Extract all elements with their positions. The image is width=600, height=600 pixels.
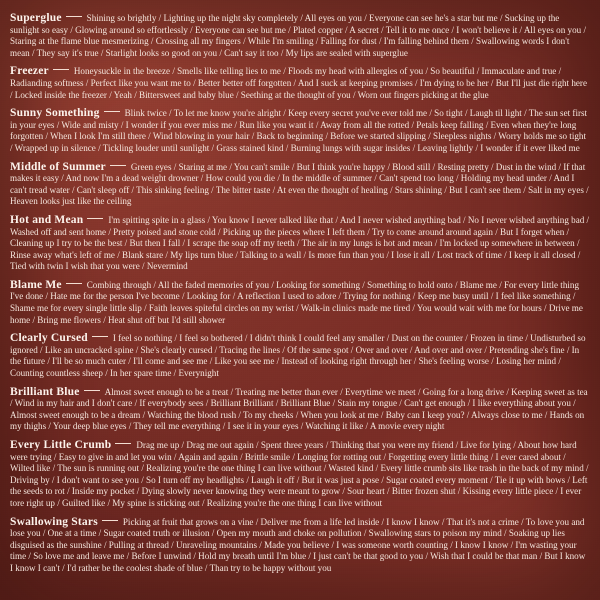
song-lyrics: Combing through / All the faded memories of you / Looking for something / Something to hold onto / Blame me / For every little thing I've done / Hate me for the person I've become / Looking for / A reflection I used to adore / Trying for nothing / Keep me busy until / I feel like something / Shame me for every single little slip / Faith leaves spiteful circles on my wrist / Walk-in clinics made me tired / You would wait with me for hours / Drive me home / Bring me flowers / Heat shut off but I'd still shower [10,279,583,325]
song-entry [10,215,590,273]
title-dash-icon [102,520,118,521]
title-dash-icon [53,69,69,70]
song-lyrics: Honeysuckle in the breeze / Smells like telling lies to me / Floods my head with allergies of you / So beautiful / Immaculate and true / Radianding softness / Perfect like you want me to / Better better off forgotten / And I suck at keeping promises / I'm dying to be her / But I'll just die right here / Locked inside the freezer / Yeah / Bittersweet and baby blue / Seething at the thought of you / Worn out fingers picking at the glue [10,66,587,100]
title-dash-icon [115,443,131,444]
song-entry [10,387,590,433]
song-title: Superglue [10,12,62,24]
song-lyrics: Picking at fruit that grows on a vine / Deliver me from a life led inside / I know I know / That it's not a crime / To love you and lose you / One at a time / Sugar coated truth or illusion / Open my mouth and choke on pollution / Swallowing stars to poison my mind / Soaking up lies disguised as the sunshine / Pulling at thread / Unraveling mountains / Made you believe / I was someone worth counting / I know I know / I'm wasting your time / So love me and leave me / Before I unwind / Hold my breath until I'm blue / I just can't be that good to you / Wish that I could be that man / But I know I know I can't / I'd rather be the coolest shade of blue / Than try to be happy without you [10,516,586,573]
song-entry [10,13,590,59]
song-entry [10,108,590,154]
song-entry [10,440,590,510]
title-dash-icon [87,218,103,219]
song-title: Hot and Mean [10,213,84,226]
title-dash-icon [84,390,100,391]
song-lyrics: Blink twice / To let me know you're alright / Keep every secret you've ever told me / So tight / Laugh til light / The sun set first in your eyes / Wide and misty / I wonder if you ever miss me / Run like you want it / Away from all the rotted / Petals keep falling / Even when they're long forgotten / When I look I'm still there / Wind blowing in your hair / Back to beginning / Before we started slipping / Sleepless nights / Worry holds me so tight / Wrapped up in silence / Tickling louder until sunlight / Grass stained kind / Burning lungs with sugar insides / Leaving lightly / I wonder if it ever liked me [10,108,588,153]
title-dash-icon [66,16,82,17]
song-entry [10,280,590,326]
title-dash-icon [92,336,108,337]
song-entry [10,162,590,208]
song-title: Blame Me [10,278,62,291]
title-dash-icon [110,165,126,166]
song-lyrics: Shining so brightly / Lighting up the night sky completely / All eyes on you / Everyone can see he's a star but me / Sucking up the sunlight so easy / Glowing around so effortlessly / Everyone can see but me / Plated copper / A secret / Tell it to me once / I won't believe it / All eyes on you / Staring at the flame blue mesmerizing / Crossing all my fingers / While I'm smiling / Falling for dust / I'm falling behind them / Swallowing words I don't mean / They say it's true / Starlight looks so good on you / Can't say it too / My lips are sealed with superglue [10,13,586,58]
title-dash-icon [66,283,82,284]
song-title: Sunny Something [10,107,100,120]
song-title: Brilliant Blue [10,385,80,398]
song-title: Freezer [10,65,49,78]
title-dash-icon [104,111,120,112]
song-title: Middle of Summer [10,160,106,173]
song-title: Clearly Cursed [10,332,88,345]
song-lyrics: Green eyes / Staring at me / You can't smile / But I think you're happy / Blood still / Resting pretty / Dust in the wind / If that makes it easy / And now I'm a dead weight drowner / How could you die / In the middle of summer / Can't spend too long / Holding my head under / And I can't tread water / Can't sleep off / This sinking feeling / The bitter taste / At even the thought of healing / Stars shining / But I can't see them / Salt in my eyes / Heaven looks just like the ceiling [10,161,589,207]
song-lyrics: I'm spitting spite in a glass / You know I never talked like that / And I never wished anything bad / No I never wished anything bad / Washed off and sent home / Pretty poised and stone cold / Picking up the pieces where I left them / Try to come around around again / But I forget when / Cleaning up I try to be the best / But then I fall / I scrape the soap off my teeth / The air in my lungs is hot and mean / I'm locked up somewhere in between / Rinse away what's left of me / Blank stare / My lips turn blue / Talking to a wall / Is more fun than you / I lose it all / Lost track of time / I keep it all closed / Tied with twin I wish that you were / Nevermind [10,214,590,272]
song-entry [10,517,590,575]
song-entry [10,66,590,101]
song-lyrics: I feel so nothing / I feel so bothered / I didn't think I could feel any smaller / Dust on the counter / Frozen in time / Undisturbed so ignored / Like an uncracked spine / She's clearly cursed / Tracing the lines / Of the same spot / Over and over / And over and over / Pretending she's fine / In the future / I'll be so much cuter / I'll come and see me / Like you see me / Instead of looking right through her / She's feeling worse / Losing her mind / Counting countless sheep / In her spare time / Everynight [10,333,586,379]
song-lyrics: Drag me up / Drag me out again / Spent three years / Thinking that you were my friend / Live for lying / About how hard were trying / Easy to give in and let you win / Again and again / Brittle smile / Longing for rotting out / Forgetting every little thing / I ever cared about / Wilted like / The sun is running out / Realizing you're the one thing I can live without / Wasted kind / Every little crumb sits like trash in the back of my mind / Driving by / I don't want to see you / So I turn off my headlights / Laugh it off / But it was just a pose / Sugar coated every moment / Tie it up with bows / Left the seeds to rot / Inside my pocket / Dying slowly never knowing they were meant to grow / Sour heart / Bitter frozen shut / Kissing every little piece / I ever tore right up / Guilted like / My spine is sticking out / Realizing you're the one thing I can live without [10,440,589,508]
song-entry [10,333,590,379]
tracklist [10,13,590,575]
song-title: Every Little Crumb [10,439,112,451]
song-title: Swallowing Stars [10,515,98,528]
song-lyrics: Almost sweet enough to be a treat / Treating me better than ever / Everytime we meet / Going for a long drive / Keeping sweet as tea / Wind in my hair and I don't care / If everybody sees / Brilliant Brilliant / Brilliant Blue / Stain my tongue / Can't get enough / I like everything about you / Almost sweet enough to be a dream / Watching the blood rush / To my cheeks / When you look at me / Baby can I keep you? / Always close to me / Hands on my thighs / Your deep blue eyes / They tell me everything / I see it in your eyes / Watching it like / A movie every night [10,386,588,432]
